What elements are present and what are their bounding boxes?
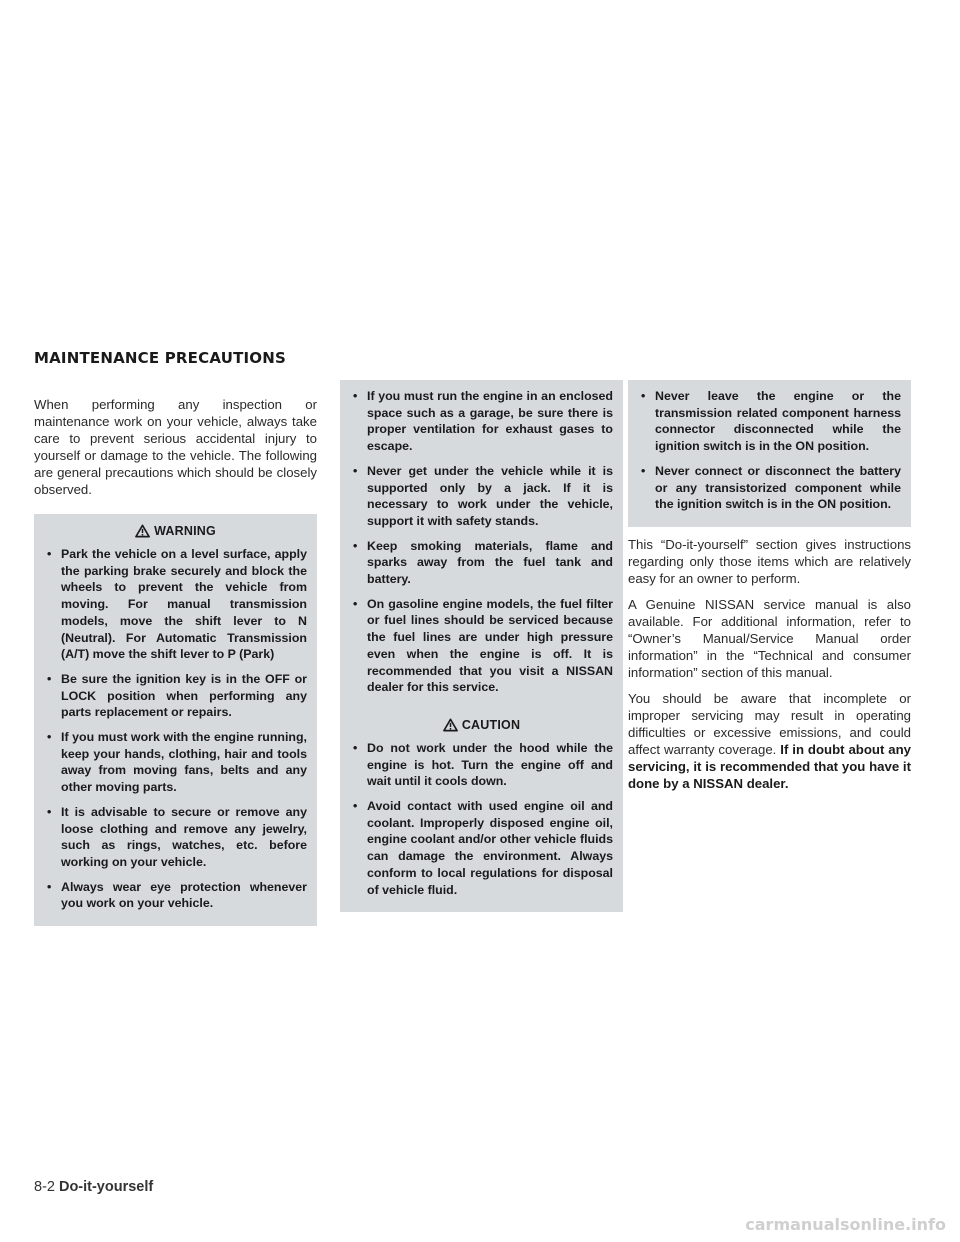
warning-box-continued [340,380,623,912]
list-item: • It is advisable to secure or remove any loose clothing and remove any jewelry, such as rings, watches, etc. before working on your vehicle. [44,804,307,871]
paragraph-service-manual: A Genuine NISSAN service manual is also available. For additional information, refer to “Owner’s Manual/Service Manual order information” in the “Technical and consumer information” section of this manual. [628,596,911,680]
watermark: carmanualsonline.info [745,1215,946,1234]
warning-list [44,546,307,912]
caution-heading [350,718,613,732]
list-item: • Never leave the engine or the transmission related component harness connector disconnected while the ignition switch is in the ON position. [638,388,901,455]
caution-box-continued [628,380,911,527]
warning-box [34,514,317,926]
column-1 [34,396,317,926]
paragraph-servicing-advice [628,690,911,792]
list-item: • If you must run the engine in an enclosed space such as a garage, be sure there is proper ventilation for exhaust gases to escape. [350,388,613,455]
list-item: • Be sure the ignition key is in the OFF or LOCK position when performing any parts replacement or repairs. [44,671,307,721]
servicing-advice-bold: If in doubt about any servicing, it is recommended that you have it done by a NISSAN dealer. [628,741,912,791]
caution-list-continued [638,388,901,513]
warning-list-continued [350,388,613,696]
list-item: • Do not work under the hood while the engine is hot. Turn the engine off and wait until it cools down. [350,740,613,790]
list-item: • Keep smoking materials, flame and sparks away from the fuel tank and battery. [350,538,613,588]
page-footer [34,1179,153,1195]
servicing-advice-text: You should be aware that incomplete or improper servicing may result in operating difficulties or excessive emissions, and could affect warranty coverage. [628,690,911,757]
caution-heading-text: CAUTION [461,717,521,732]
list-item: • Park the vehicle on a level surface, apply the parking brake securely and block the wheels to prevent the vehicle from moving. For manual transmission models, move the shift lever to N (Neutral). For Automatic Transmission (A/T) move the shift lever to P (Park) [44,546,307,663]
warning-heading [44,524,307,538]
caution-list [350,740,613,898]
list-item: • Never get under the vehicle while it is supported only by a jack. If it is necessary to work under the vehicle, support it with safety stands. [350,463,613,530]
page-title: MAINTENANCE PRECAUTIONS [34,349,286,367]
chapter-name: Do-it-yourself [58,1179,154,1195]
column-3 [628,380,911,801]
warning-heading-text: WARNING [154,524,216,538]
caution-triangle-icon [443,718,458,732]
column-2 [340,380,623,912]
list-item: • Never connect or disconnect the battery or any transistorized component while the ignition switch is in the ON position. [638,463,901,513]
intro-paragraph: When performing any inspection or maintenance work on your vehicle, always take care to prevent serious accidental injury to yourself or damage to the vehicle. The following are general precautions which should be closely observed. [34,397,317,497]
list-item: • If you must work with the engine running, keep your hands, clothing, hair and tools away from moving fans, belts and any other moving parts. [44,729,307,796]
paragraph-diy-scope: This “Do-it-yourself” section gives instructions regarding only those items which are relatively easy for an owner to perform. [628,536,911,586]
list-item: • Avoid contact with used engine oil and coolant. Improperly disposed engine oil, engine coolant and/or other vehicle fluids can damage the environment. Always conform to local regulations for disposal of vehicle fluid. [350,798,613,898]
list-item: • On gasoline engine models, the fuel filter or fuel lines should be serviced because the fuel lines are under high pressure even when the engine is off. It is recommended that you visit a NISSAN dealer for this service. [350,596,613,696]
list-item: • Always wear eye protection whenever you work on your vehicle. [44,879,307,912]
page-number: 8-2 [34,1179,55,1195]
warning-triangle-icon [135,524,150,538]
